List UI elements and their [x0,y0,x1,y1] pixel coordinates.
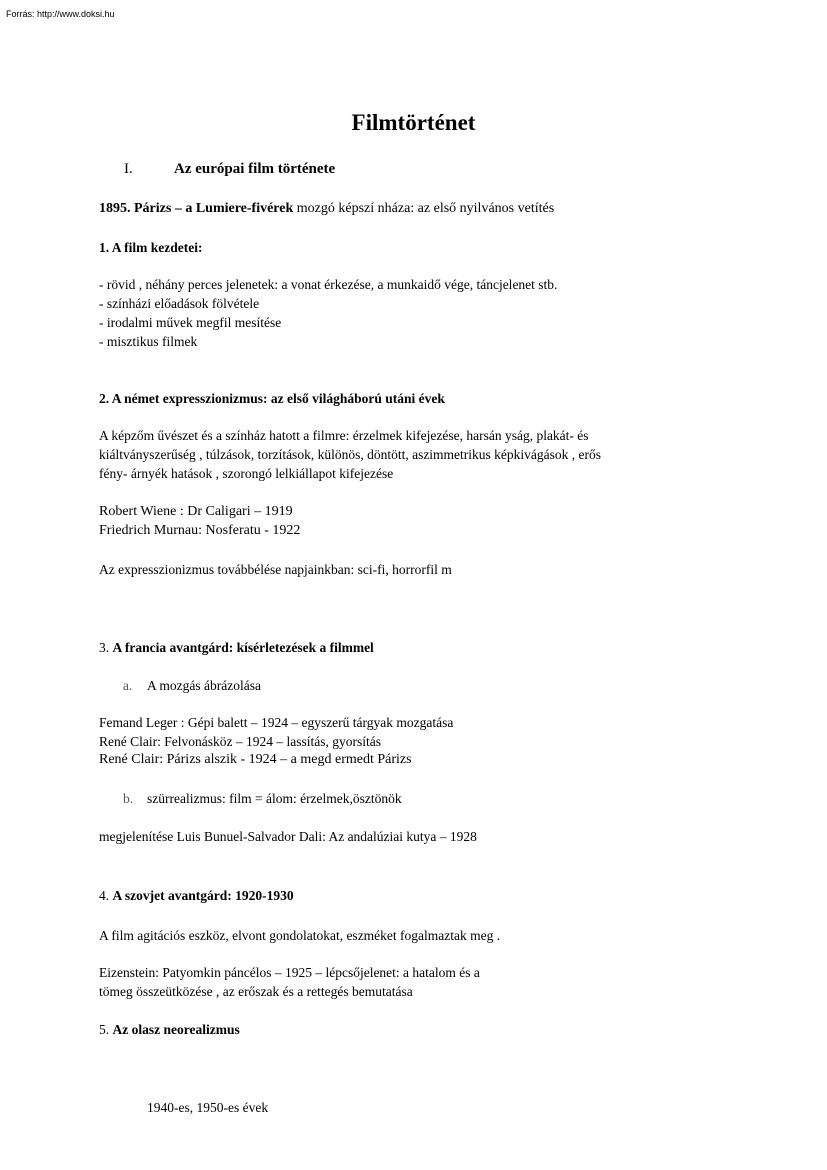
section-4-heading [99,888,294,904]
s1-item: - irodalmi művek megfil mesítése [99,315,282,330]
section-5-heading [99,1022,240,1038]
s4-line: A film agitációs eszköz, elvont gondolatokat, eszméket fogalmaztak meg . [99,928,501,943]
s3-a-text: A mozgás ábrázolása [147,678,261,693]
s5-line: 1940-es, 1950-es évek [147,1100,269,1115]
s2-para-line: fény- árnyék hatások , szorongó lelkiállapot kifejezése [99,466,394,481]
s3-a-line: René Clair: Felvonásköz – 1924 – lassítás, gyorsítás [99,734,381,749]
s3-title: A francia avantgárd: kísérletezések a filmmel [112,640,374,655]
section-1-heading: 1. A film kezdetei: [99,240,203,255]
part-heading: Az európai film története [174,161,336,177]
section-2-heading: 2. A német expresszionizmus: az első világháború utáni évek [99,391,445,406]
s2-film: Friedrich Murnau: Nosferatu - 1922 [99,523,301,538]
s3-a-line: René Clair: Párizs alszik - 1924 – a megd ermedt Párizs [99,752,412,767]
s1-item: - misztikus filmek [99,334,198,349]
s2-para-line: kiáltványszerűség , túlzások, torzítások, különös, döntött, aszimmetrikus képkivágások , erős [99,447,602,462]
s3-b-line: megjelenítése Luis Bunuel-Salvador Dali: Az andalúziai kutya – 1928 [99,829,477,844]
page-title: Filmtörténet [351,110,476,135]
s3-num: 3. [99,640,113,655]
s1-item: - színházi előadások fölvétele [99,296,260,311]
intro-rest: mozgó képszí nháza: az első nyilvános vetítés [293,201,555,216]
section-3-heading [99,640,374,656]
s5-title: Az olasz neorealizmus [112,1022,240,1037]
s4-line: tömeg összeütközése , az erőszak és a rettegés bemutatása [99,984,413,999]
s3-a-label: a. [123,678,133,693]
source-label: Forrás: http://www.doksi.hu [6,9,115,19]
s2-para-line: A képzőm űvészet és a színház hatott a filmre: érzelmek kifejezése, harsán yság, plakát- és [99,428,589,443]
s5-num: 5. [99,1022,113,1037]
part-numeral: I. [124,161,133,177]
s3-a-line: Femand Leger : Gépi balett – 1924 – egyszerű tárgyak mozgatása [99,715,454,730]
s4-title: A szovjet avantgárd: 1920-1930 [112,888,294,903]
s2-film: Robert Wiene : Dr Caligari – 1919 [99,504,293,519]
s3-b-label: b. [123,791,134,806]
s4-line: Eizenstein: Patyomkin páncélos – 1925 – lépcsőjelenet: a hatalom és a [99,965,480,980]
s4-num: 4. [99,888,113,903]
s3-b-text: szürrealizmus: film = álom: érzelmek,ösztönök [147,791,402,806]
intro-bold: 1895. Párizs – a Lumiere-fivérek [99,201,294,216]
s2-tail: Az expresszionizmus továbbélése napjainkban: sci-fi, horrorfil m [99,562,452,577]
s1-item: - rövid , néhány perces jelenetek: a vonat érkezése, a munkaidő vége, táncjelenet stb. [99,277,558,292]
intro-line [99,201,554,217]
